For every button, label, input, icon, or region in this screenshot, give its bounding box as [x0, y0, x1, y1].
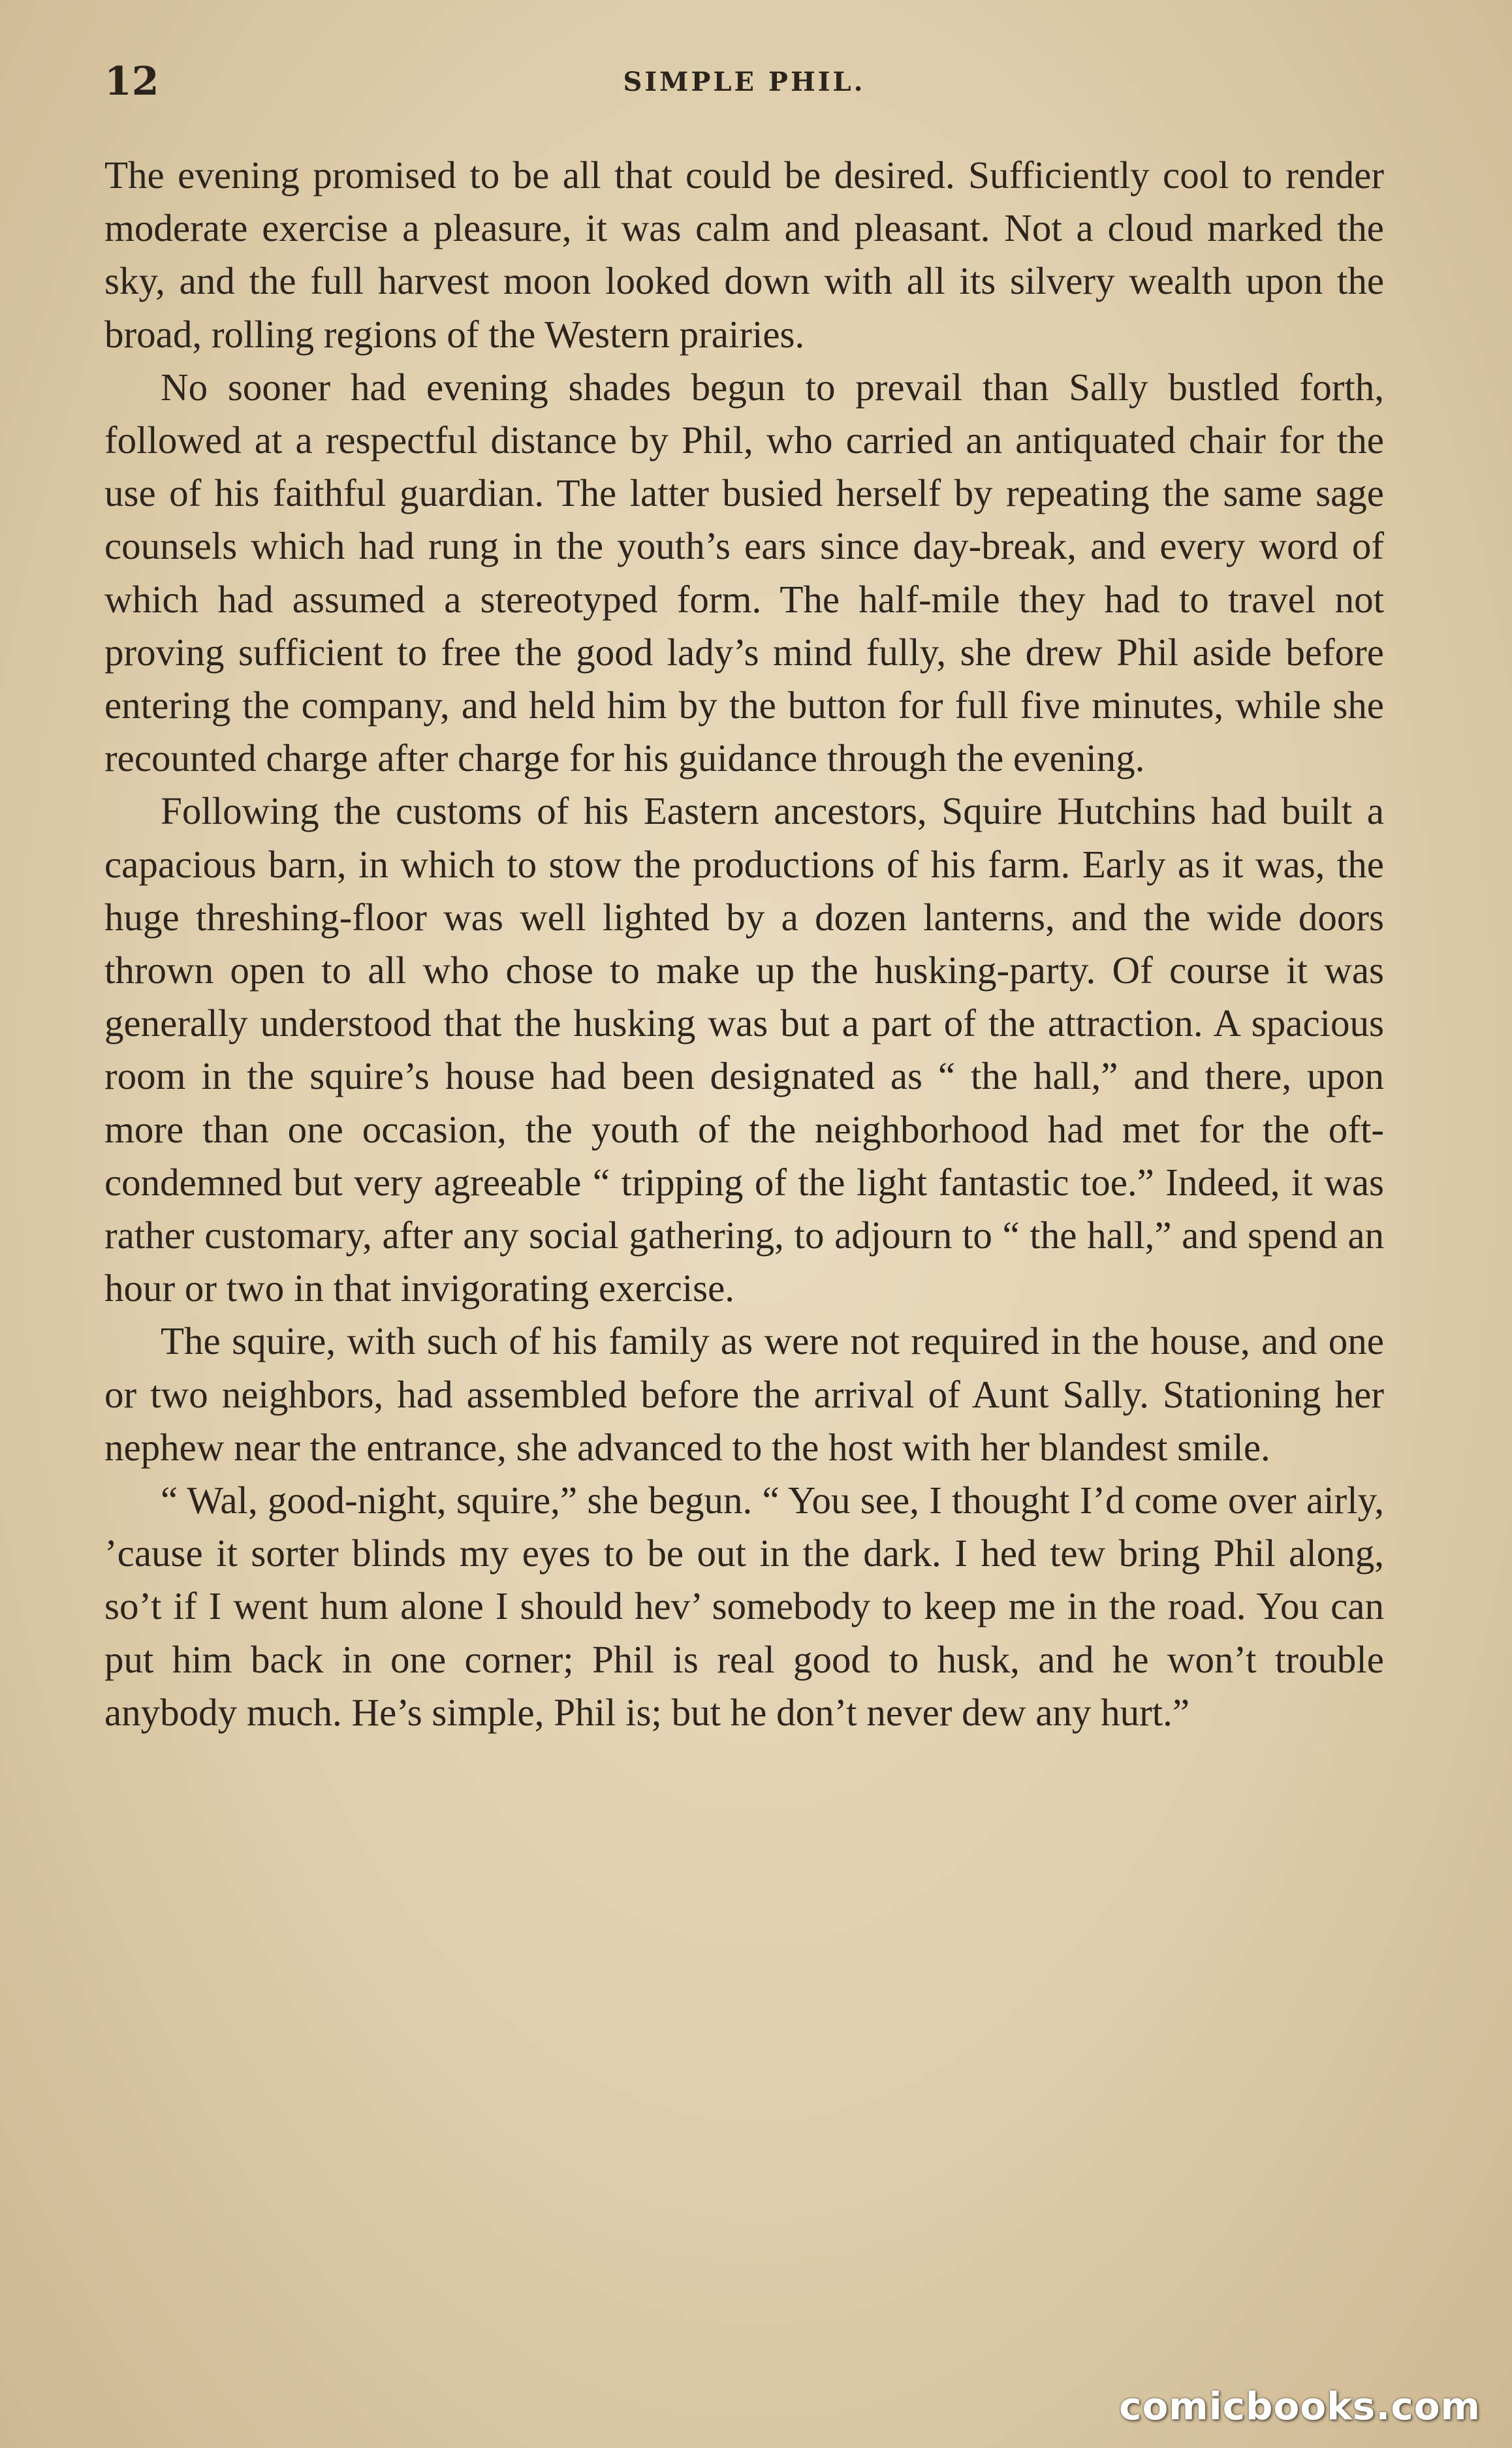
page-number: 12 [104, 59, 159, 104]
body-text [104, 149, 1384, 1739]
paragraph: The evening promised to be all that could be desired. Sufficiently cool to render moderate exercise a pleasure, it was calm and pleasant. Not a cloud marked the sky, and the full harvest moon looked down with all its silvery wealth upon the broad, rolling regions of the Western prairies. [104, 153, 1384, 356]
paragraph: “ Wal, good-night, squire,” she begun. “ You see, I thought I’d come over airly, ’cause it sorter blinds my eyes to be out in the dark. I hed tew bring Phil along, so’t if I went hum alone I should hev’ somebody to keep me in the road. You can put him back in one corner; Phil is real good to husk, and he won’t trouble anybody much. He’s simple, Phil is; but he don’t never dew any hurt.” [104, 1479, 1384, 1734]
paragraph: The squire, with such of his family as were not required in the house, and one or two neighbors, had assembled before the arrival of Aunt Sally. Stationing her nephew near the entrance, she advanced to the host with her blandest smile. [104, 1319, 1384, 1469]
running-head: SIMPLE PHIL. [623, 67, 866, 97]
paragraph: No sooner had evening shades begun to prevail than Sally bustled forth, followed at a respectful distance by Phil, who carried an antiquated chair for the use of his faithful guardian. The latter busied herself by repeating the same sage counsels which had rung in the youth’s ears since day-break, and every word of which had assumed a stereotyped form. The half-mile they had to travel not proving sufficient to free the good lady’s mind fully, she drew Phil aside before entering the company, and held him by the button for full five minutes, while she recounted charge after charge for his guidance through the evening. [104, 365, 1384, 780]
paragraph: Following the customs of his Eastern ancestors, Squire Hutchins had built a capacious barn, in which to stow the productions of his farm. Early as it was, the huge threshing-floor was well lighted by a dozen lanterns, and the wide doors thrown open to all who chose to make up the husking-party. Of course it was generally understood that the husking was but a part of the attraction. A spacious room in the squire’s house had been designated as “ the hall,” and there, upon more than one occasion, the youth of the neighborhood had met for the oft-condemned but very agreeable “ tripping of the light fantastic toe.” Indeed, it was rather customary, after any social gathering, to adjourn to “ the hall,” and spend an hour or two in that invigorating exercise. [104, 789, 1384, 1310]
page-header [104, 59, 1384, 118]
watermark: comicbooks.com [1119, 2384, 1481, 2428]
